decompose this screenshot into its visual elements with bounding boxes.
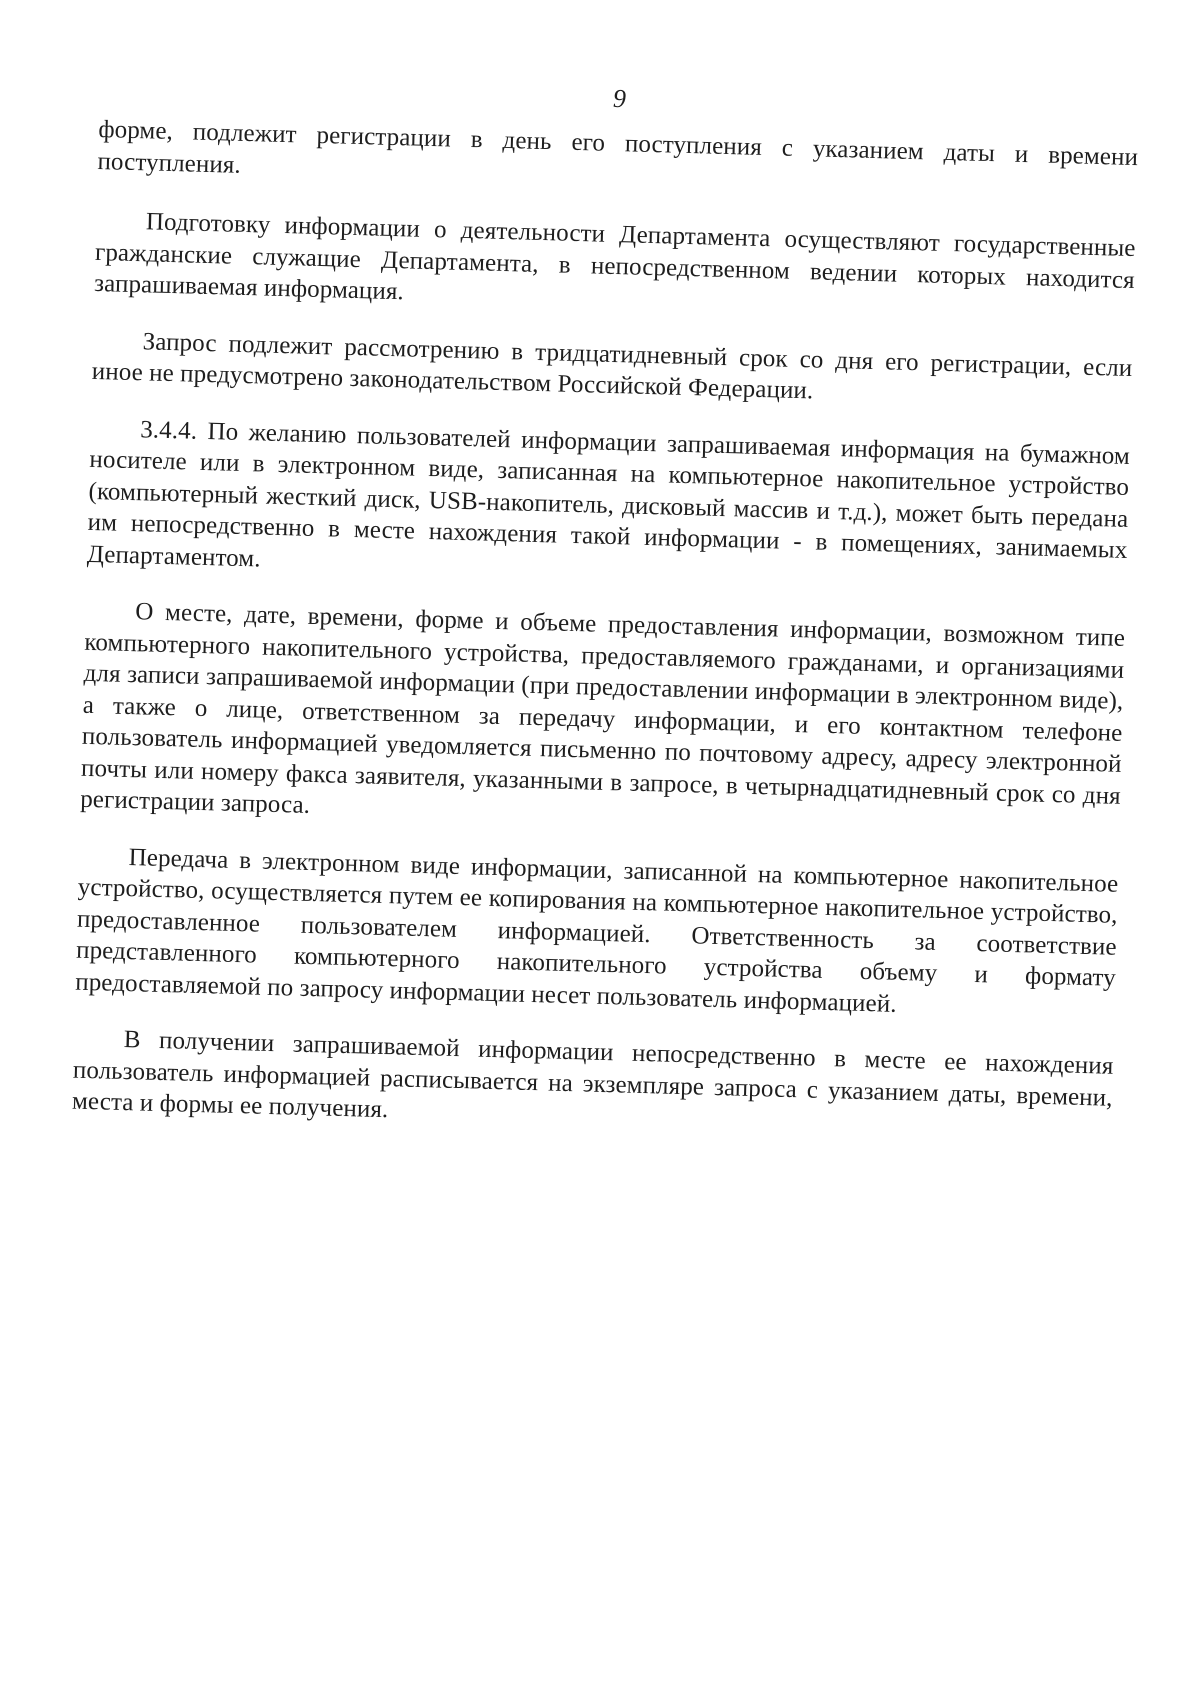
paragraph-receipt: В получении запрашиваемой информации непосредственно в месте ее нахождения пользователь информацией расписывается на экземпляре запроса с указанием даты, времени, места и формы ее получения.: [71, 1026, 1114, 1124]
paragraph-electronic-transfer: Передача в электронном виде информации, записанной на компьютерное накопительное устройство, осуществляется путем ее копирования на компьютерное накопительное устройство, предоставленное пользователем информацией. Ответственность за соответствие представленного компьютерного накопительного устройства объему и формату предоставляемой по запросу информации несет пользователь информацией.: [74, 843, 1119, 1018]
page-body: [71, 70, 1140, 1170]
paragraph-notification: О месте, дате, времени, форме и объеме предоставления информации, возможном типе компьютерного накопительного устройства, предоставляемого гражданами, и организациями для записи запрашиваемой информации (при предоставлении информации в электронном виде), а также о лице, ответственном за передачу информации, и его контактном телефоне пользователь информацией уведомляется письменно по почтовому адресу, адресу электронной почты или номеру факса заявителя, указанными в запросе, в четырнадцатидневный срок со дня регистрации запроса.: [79, 598, 1126, 819]
paragraph-continuation: форме, подлежит регистрации в день его поступления с указанием даты и времени поступления.: [97, 115, 1139, 179]
page-number: 9: [612, 83, 627, 114]
paragraph-3-4-4: 3.4.4. По желанию пользователей информации запрашиваемая информация на бумажном носителе или в электронном виде, записанная на компьютерное накопительное устройство (компьютерный жесткий диск, USB-накопитель, дисковый массив и т.д.), может быть передана им непосредственно в месте нахождения такой информации - в помещениях, занимаемых Департаментом.: [86, 415, 1131, 573]
paragraph-preparation: Подготовку информации о деятельности Департамента осуществляют государственные гражданские служащие Департамента, в непосредственном ведении которых находится запрашиваемая информация.: [93, 208, 1136, 306]
paragraph-review-term: Запрос подлежит рассмотрению в тридцатидневный срок со дня его регистрации, если иное не предусмотрено законодательством Российской Федерации.: [91, 327, 1133, 405]
